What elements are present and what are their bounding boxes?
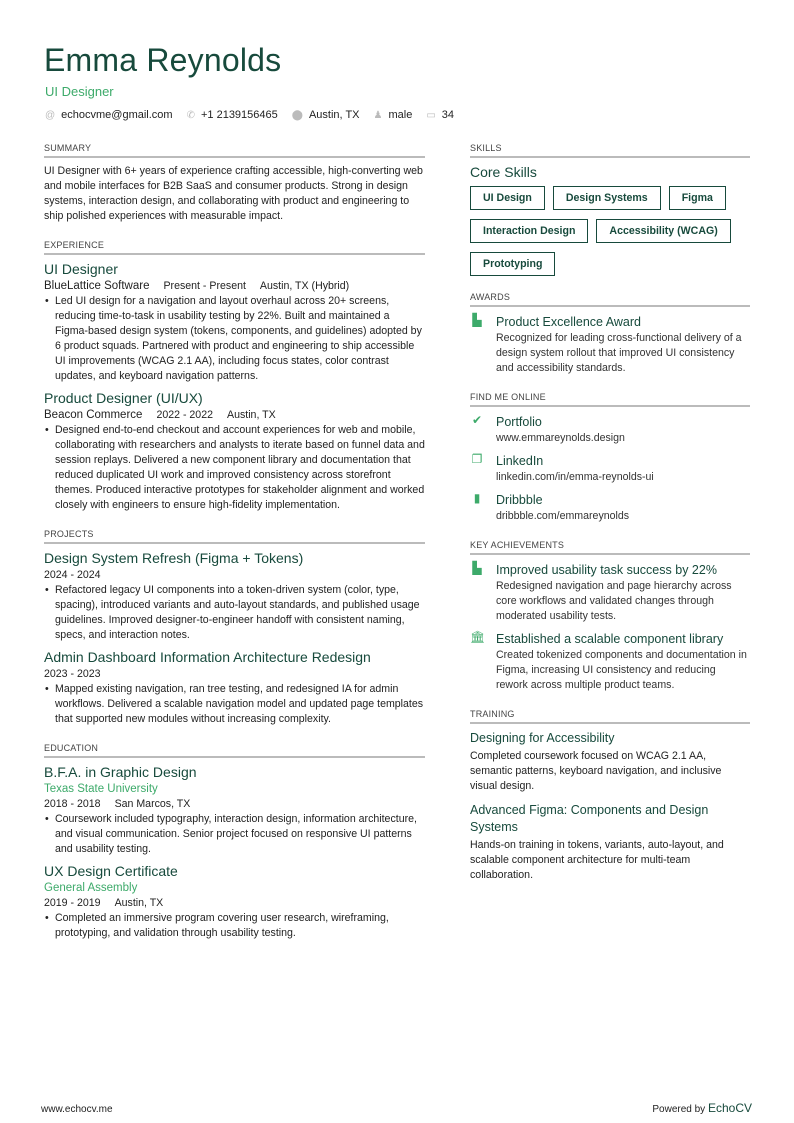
left-column [44, 143, 425, 957]
contact-item: 34 [441, 109, 455, 121]
training-title: Advanced Figma: Components and Design Systems [470, 803, 709, 834]
check-circle-icon: ✔ [471, 413, 483, 427]
list-item [470, 561, 750, 624]
entry-school: Texas State University [44, 783, 158, 795]
section-heading: TRAINING [470, 709, 750, 724]
entry-location: Austin, TX (Hybrid) [259, 280, 350, 292]
bullet: • Led UI design for a navigation and layout overhaul across 20+ screens, reducing time-to-task in usability testing by 22%. Built and maintained a Figma-based design system (tokens, components, and guidelines) adopted by 6 product squads. Partnered with product and engineering to ship accessible UI improvements (WCAG 2.1 AA), including focus states, color contrast updates, and keyboard navigation patterns. [44, 294, 425, 384]
summary-text: UI Designer with 6+ years of experience crafting accessible, high-converting web and mobile interfaces for B2B SaaS and consumer products. Strong in design systems, interaction design, and collaborating with product and engineering to ship polished experiences with measurable impact. [44, 165, 423, 222]
powered-label: Powered by [652, 1104, 706, 1115]
entry-org: BlueLattice Software [44, 280, 150, 292]
bullet: • Designed end-to-end checkout and account experiences for web and mobile, collaborating with researchers and analysts to iterate based on funnel data and session replays. Delivered a new component library and documentation that reduced duplicated UI work and improved consistency across storefront themes. Produced interactive prototypes for stakeholder alignment and worked closely with engineers to ensure high-fidelity implementation. [44, 423, 425, 513]
footer-powered [652, 1101, 752, 1115]
section-heading: SUMMARY [44, 143, 425, 158]
entry-meta [44, 279, 425, 294]
list-item [470, 313, 750, 376]
bullet: • Completed an immersive program covering user research, wireframing, prototyping, and validation through usability testing. [44, 911, 425, 941]
section-heading: AWARDS [470, 292, 750, 307]
entry-bullets [44, 583, 425, 643]
entry-meta [44, 568, 425, 583]
item-body [496, 313, 750, 376]
at-icon: @ [45, 109, 56, 121]
section-heading: EXPERIENCE [44, 240, 425, 255]
skill-chip: Figma [669, 186, 726, 210]
awards-section [470, 292, 750, 376]
file-check-icon: ▙ [472, 561, 482, 575]
bullet: • Coursework included typography, interaction design, information architecture, and visual communication. Senior project focused on responsive UI patterns and usability testing. [44, 812, 425, 857]
item-title: Product Excellence Award [496, 315, 641, 329]
entry-location: San Marcos, TX [114, 798, 191, 810]
entry-meta [44, 408, 425, 423]
item-body [496, 630, 750, 693]
achievements-section [470, 540, 750, 693]
item-text: Redesigned navigation and page hierarchy across core workflows and validated changes through moderated usability tests. [496, 580, 732, 622]
entry-title: Product Designer (UI/UX) [44, 390, 203, 406]
online-section [470, 392, 750, 524]
skills-section [470, 143, 750, 276]
projects-section [44, 529, 425, 727]
entry-bullets [44, 682, 425, 727]
file-icon: ▙ [472, 313, 482, 327]
entry-bullets [44, 911, 425, 941]
item-title: Improved usability task success by 22% [496, 563, 717, 577]
bullet: • Mapped existing navigation, ran tree testing, and redesigned IA for admin workflows. Delivered a scalable navigation model and updated page templates that supported new modules without increasing complexity. [44, 682, 425, 727]
item-body [496, 413, 625, 446]
contact-item: male [388, 109, 413, 121]
training-section [470, 709, 750, 883]
item-text: Recognized for leading cross-functional delivery of a design system rollout that improved UI consistency and accessibility standards. [496, 332, 742, 374]
contact-item[interactable]: echocvme@gmail.com [61, 109, 173, 121]
entry-org: Beacon Commerce [44, 409, 143, 421]
education-section [44, 743, 425, 941]
location-icon: ⬤ [291, 109, 303, 121]
entry-dates: 2023 - 2023 [44, 668, 101, 680]
skills-group-title: Core Skills [470, 164, 537, 180]
experience-section [44, 240, 425, 513]
item-title: Portfolio [496, 415, 542, 429]
person-icon: ♟ [373, 109, 383, 121]
entry-bullets [44, 423, 425, 513]
entry-title: Admin Dashboard Information Architecture Redesign [44, 649, 371, 665]
entry-meta [44, 797, 425, 812]
list-item [470, 452, 750, 485]
entry-meta [44, 896, 425, 911]
contact-bar [45, 109, 454, 121]
item-text[interactable]: www.emmareynolds.design [496, 432, 625, 444]
entry-title: UX Design Certificate [44, 863, 178, 879]
entry-bullets [44, 294, 425, 384]
phone-icon: ✆ [186, 109, 195, 121]
skill-chip: Accessibility (WCAG) [596, 219, 730, 243]
bullet: • Refactored legacy UI components into a token-driven system (color, type, spacing), introduced variants and auto-layout standards, and published usage guidelines. Improved designer-to-engineer handoff with consistent naming, specs, and interaction notes. [44, 583, 425, 643]
entry-location: Austin, TX [114, 897, 164, 909]
footer-url[interactable]: www.echocv.me [41, 1104, 113, 1115]
section-heading: KEY ACHIEVEMENTS [470, 540, 750, 555]
candidate-name: Emma Reynolds [44, 42, 282, 78]
list-item [470, 630, 750, 693]
entry-title: UI Designer [44, 261, 118, 277]
training-title: Designing for Accessibility [470, 731, 615, 745]
contact-item: Austin, TX [308, 109, 360, 121]
summary-section [44, 143, 425, 224]
entry-location: Austin, TX [227, 409, 276, 421]
list-item [470, 413, 750, 446]
section-heading: PROJECTS [44, 529, 425, 544]
section-heading: EDUCATION [44, 743, 425, 758]
calendar-icon: ▭ [426, 109, 436, 121]
item-text[interactable]: linkedin.com/in/emma-reynolds-ui [496, 471, 654, 483]
copy-icon: ❐ [471, 452, 483, 466]
section-heading: SKILLS [470, 143, 750, 158]
skill-chip: Prototyping [470, 252, 555, 276]
item-body [496, 491, 629, 524]
skill-chip: Design Systems [553, 186, 661, 210]
entry-bullets [44, 812, 425, 857]
entry-dates: 2019 - 2019 [44, 897, 101, 909]
entry-title: B.F.A. in Graphic Design [44, 764, 197, 780]
bank-icon: 🏛 [470, 630, 486, 644]
entry-meta [44, 667, 425, 682]
contact-item[interactable]: +1 2139156465 [200, 109, 278, 121]
entry-dates: 2024 - 2024 [44, 569, 101, 581]
skill-chip: UI Design [470, 186, 545, 210]
right-column [470, 143, 750, 899]
item-title: Established a scalable component library [496, 632, 724, 646]
item-body [496, 561, 750, 624]
entry-dates: 2022 - 2022 [156, 409, 213, 421]
item-body [496, 452, 654, 485]
candidate-role: UI Designer [45, 84, 114, 99]
item-title: LinkedIn [496, 454, 544, 468]
skill-chips [470, 186, 750, 276]
entry-dates: Present - Present [163, 280, 246, 292]
bookmark-icon: ▮ [473, 491, 481, 505]
item-text: Created tokenized components and documentation in Figma, increasing UI consistency and reducing rework across multiple product teams. [496, 649, 747, 691]
list-item [470, 491, 750, 524]
item-text[interactable]: dribbble.com/emmareynolds [496, 510, 630, 522]
training-text: Completed coursework focused on WCAG 2.1 AA, semantic patterns, keyboard navigation, and inclusive visual design. [470, 750, 722, 792]
skill-chip: Interaction Design [470, 219, 588, 243]
section-heading: FIND ME ONLINE [470, 392, 750, 407]
entry-title: Design System Refresh (Figma + Tokens) [44, 550, 304, 566]
entry-dates: 2018 - 2018 [44, 798, 101, 810]
brand-name: EchoCV [707, 1101, 752, 1115]
training-text: Hands-on training in tokens, variants, auto-layout, and scalable component architecture for multi-team collaboration. [470, 839, 724, 881]
item-title: Dribbble [496, 493, 543, 507]
entry-school: General Assembly [44, 882, 138, 894]
